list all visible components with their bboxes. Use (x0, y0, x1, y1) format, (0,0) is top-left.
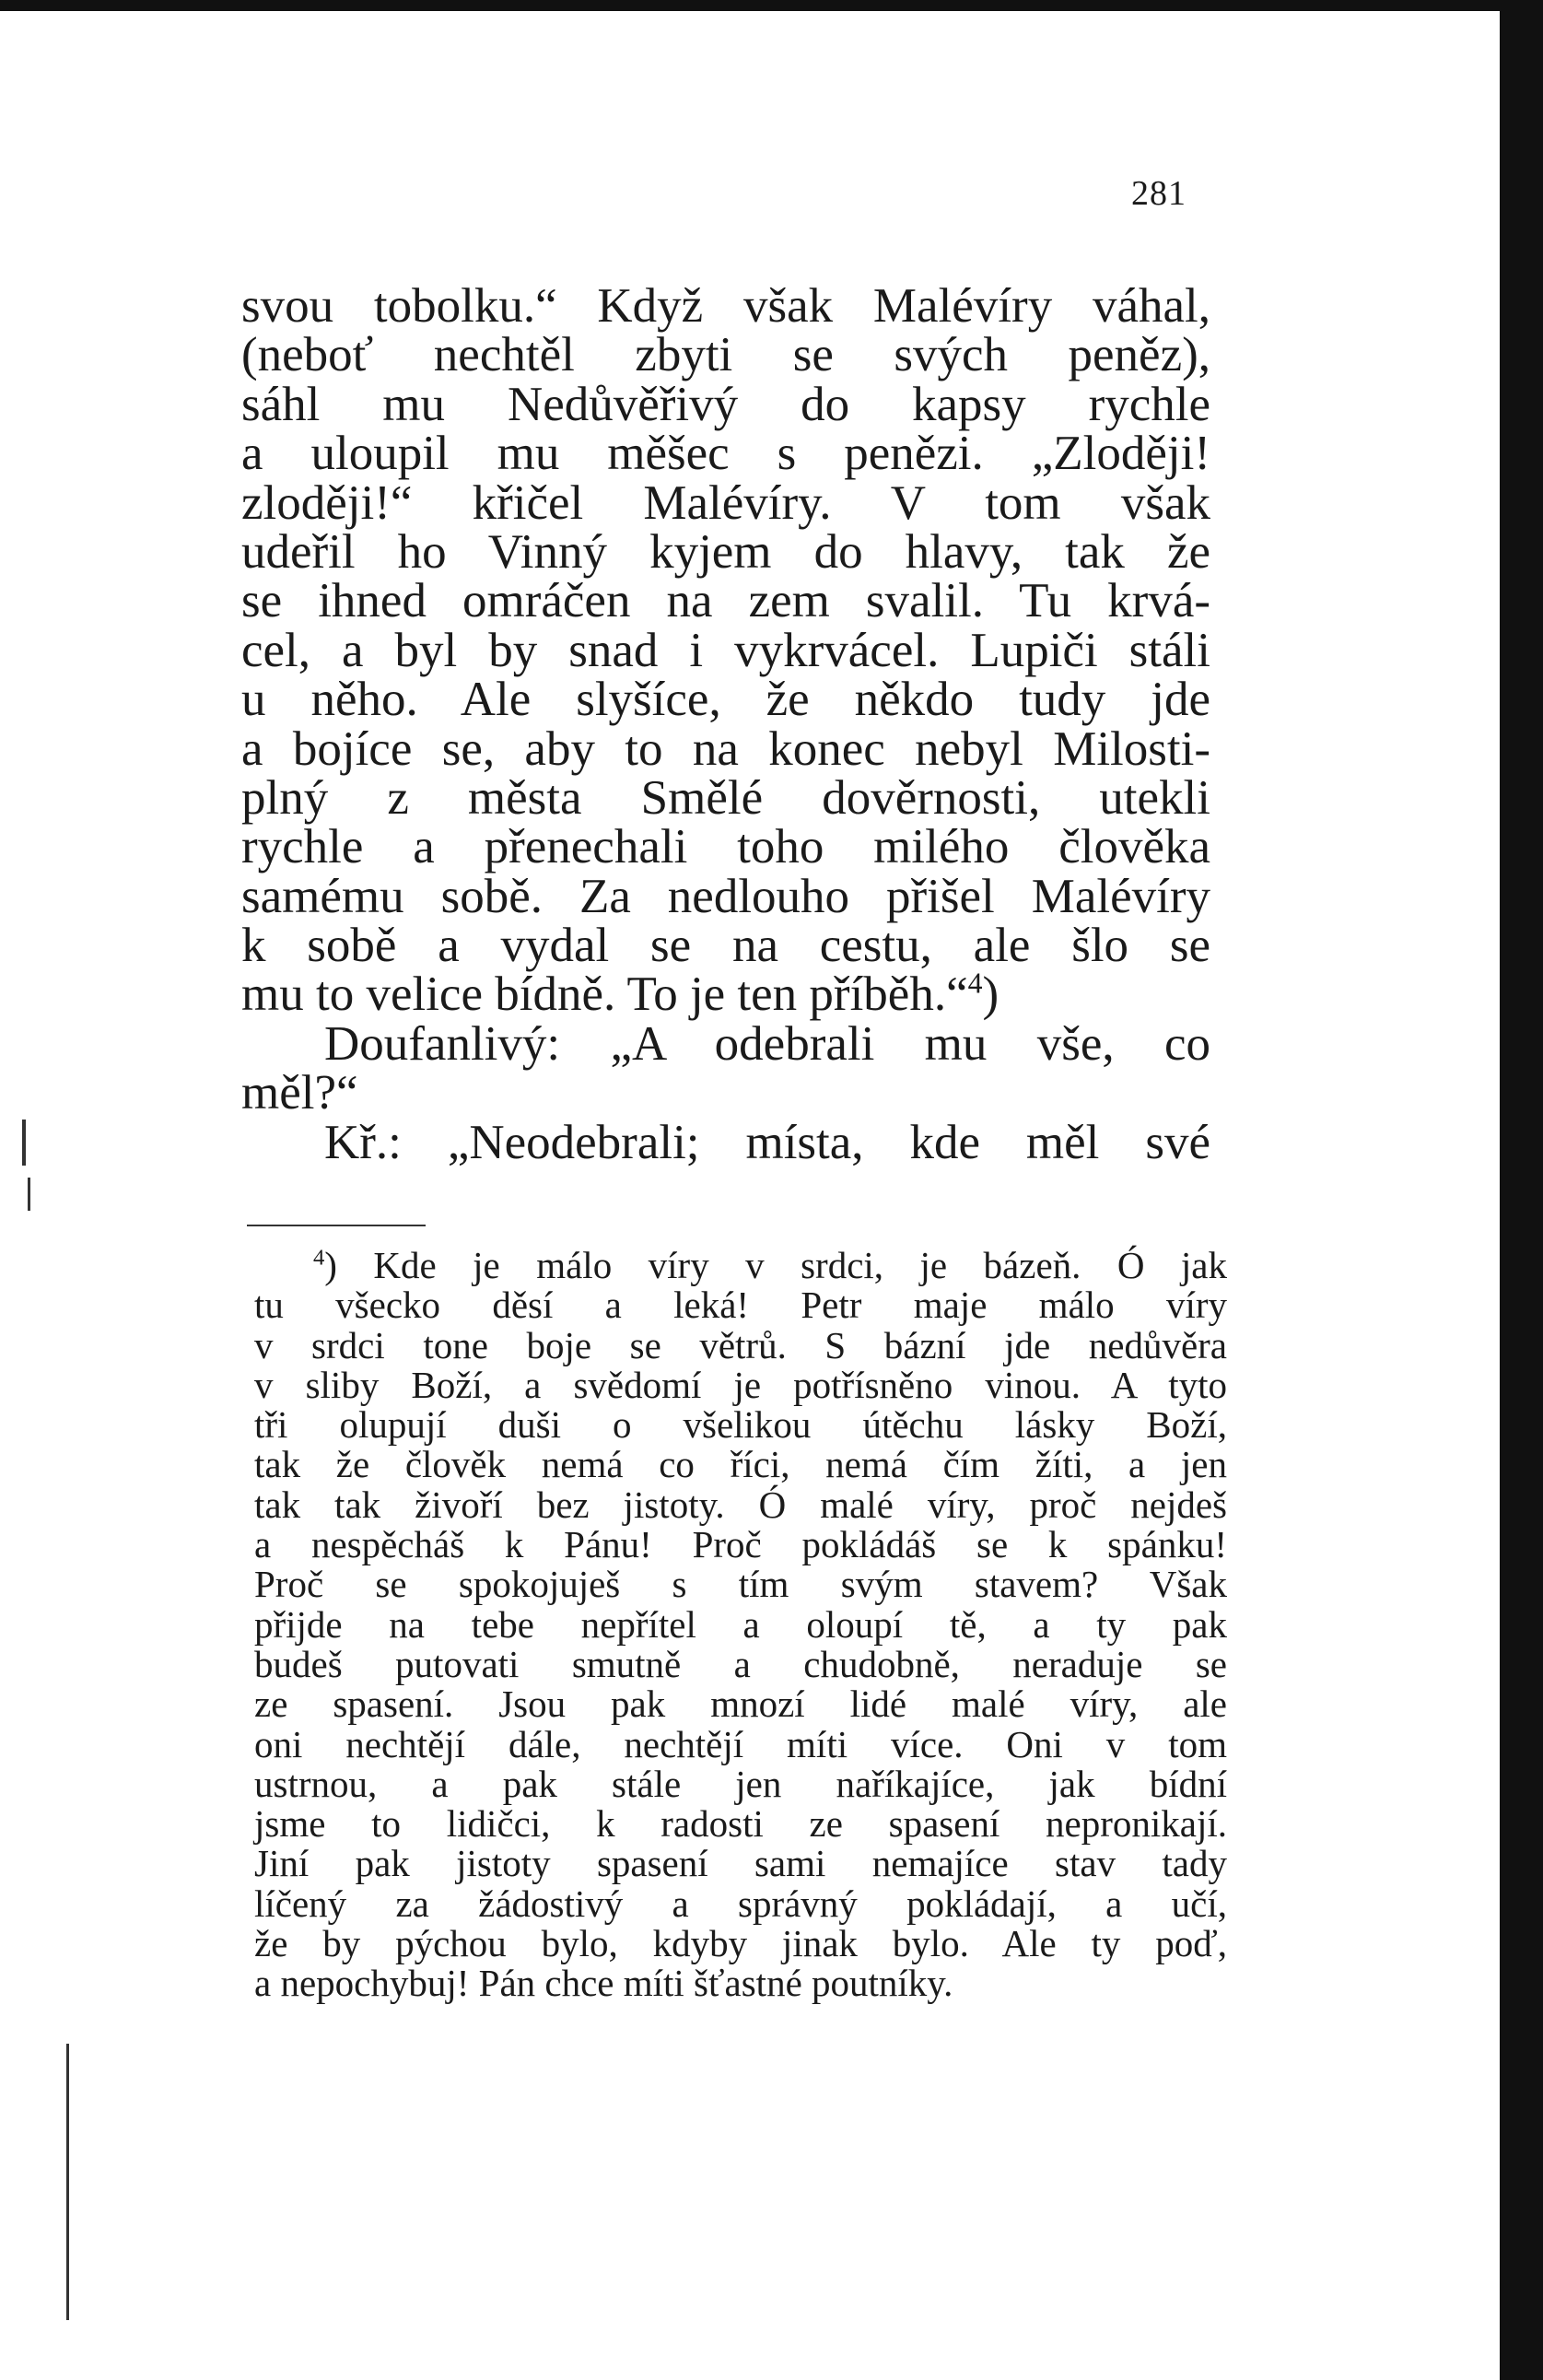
text-line: Kř.: „Neodebrali; místa, kde měl své (324, 1115, 1210, 1169)
footnote-line: tři olupují duši o všelikou útěchu lásky Boží, (254, 1403, 1227, 1447)
footnote-divider (247, 1225, 426, 1226)
footnote-line: oni nechtějí dále, nechtějí míti více. Oni v tom (254, 1722, 1227, 1765)
text-line: u něho. Ale slyšíce, že někdo tudy jde (241, 673, 1210, 727)
footnote-line: Jiní pak jistoty spasení sami nemajíce stav tady (254, 1842, 1227, 1885)
text-line: plný z města Smělé dověrnosti, utekli (241, 770, 1210, 825)
footnote-line: přijde na tebe nepřítel a oloupí tě, a ty pak (254, 1602, 1227, 1646)
footnote-line: budeš putovati smutně a chudobně, neraduje se (254, 1642, 1227, 1685)
text-line: Doufanlivý: „A odebrali mu vše, co (324, 1016, 1210, 1071)
text-line: rychle a přenechali toho milého člověka (241, 820, 1210, 874)
text-line: svou tobolku.“ Když však Malévíry váhal, (241, 279, 1210, 333)
footnote-line: že by pýchou bylo, kdyby jinak bylo. Ale ty poď, (254, 1922, 1227, 1965)
footnote-line: tak tak živoří bez jistoty. Ó malé víry, proč nejdeš (254, 1483, 1227, 1526)
footnote-reference: 4 (967, 967, 983, 1000)
scan-edge-mark (28, 1178, 30, 1211)
text-line-content: mu to velice bídně. To je ten příběh.“ (241, 967, 968, 1022)
footnote-line (254, 1246, 1227, 1285)
scan-border-right (1500, 0, 1543, 2380)
text-line: udeřil ho Vinný kyjem do hlavy, tak že (241, 524, 1210, 579)
text-line: se ihned omráčen na zem svalil. Tu krvá- (241, 574, 1210, 628)
footnote-line: ze spasení. Jsou pak mnozí lidé malé víry, ale (254, 1682, 1227, 1726)
text-line: (neboť nechtěl zbyti se svých peněz), (241, 328, 1210, 382)
text-line: k sobě a vydal se na cestu, ale šlo se (241, 919, 1210, 973)
text-line: samému sobě. Za nedlouho přišel Malévíry (241, 869, 1210, 923)
footnote-line: tak že člověk nemá co říci, nemá čím žíti, a jen (254, 1443, 1227, 1486)
footnote-line: a nepochybuj! Pán chce míti šťastné poutníky. (254, 1962, 953, 2005)
text-line: sáhl mu Nedůvěřivý do kapsy rychle (241, 377, 1210, 431)
footnote-marker: 4 (313, 1245, 325, 1271)
scan-border-top (0, 0, 1543, 11)
body-text (241, 279, 1210, 1169)
footnote-line-content: ) Kde je málo víry v srdci, je bázeň. Ó jak (324, 1244, 1227, 1286)
text-line: a bojíce se, aby to na konec nebyl Milosti- (241, 721, 1210, 776)
page-number: 281 (1131, 174, 1186, 213)
footnote-line: jsme to lidičci, k radosti ze spasení nepronikají. (254, 1802, 1227, 1846)
scan-edge-mark (22, 1120, 26, 1166)
footnote-line: tu všecko děsí a leká! Petr maje málo víry (254, 1284, 1227, 1327)
footnote-line: líčený za žádostivý a správný pokládají, a učí, (254, 1882, 1227, 1925)
text-line: mu to velice bídně. To je ten příběh.“$^4$) (241, 967, 999, 1022)
text-line: zloději!“ křičel Malévíry. V tom však (241, 475, 1210, 530)
text-line: a uloupil mu měšec s penězi. „Zloději! (241, 427, 1210, 481)
text-line: cel, a byl by snad i vykrvácel. Lupiči stáli (241, 623, 1210, 677)
scan-edge-mark (66, 2044, 69, 2320)
footnote-line: v sliby Boží, a svědomí je potřísněno vinou. A tyto (254, 1363, 1227, 1406)
footnote (254, 1246, 1227, 2004)
footnote-line: v srdci tone boje se větrů. S bázní jde nedůvěra (254, 1323, 1227, 1366)
footnote-line: ustrnou, a pak stále jen naříkajíce, jak bídní (254, 1762, 1227, 1805)
footnote-line: Proč se spokojuješ s tím svým stavem? Však (254, 1563, 1227, 1606)
text-line: měl?“ (241, 1066, 358, 1120)
footnote-line: a nespěcháš k Pánu! Proč pokládáš se k spánku! (254, 1523, 1227, 1566)
